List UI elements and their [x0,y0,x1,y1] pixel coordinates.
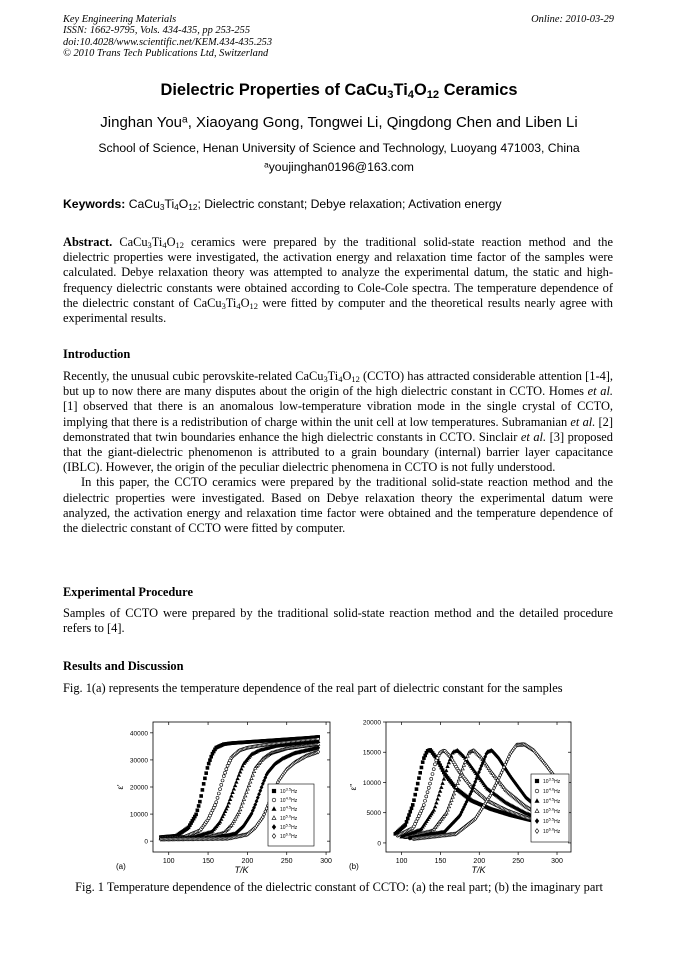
legend-label: $10^{4.5}Hz$ [280,804,298,813]
x-tick-label: 300 [551,858,563,865]
data-point [207,762,210,765]
legend-label: $10^{4.5}Hz$ [543,796,561,805]
issn-line: ISSN: 1662-9795, Vols. 434-435, pp 253-255 [63,25,251,37]
data-point [406,817,409,820]
data-point [235,780,238,783]
data-point [420,766,423,769]
legend-marker [272,789,276,793]
data-point [250,777,253,780]
x-tick-label: 100 [162,858,175,865]
copyright-line: © 2010 Trans Tech Publications Ltd, Switzerland [63,48,269,60]
results-heading: Results and Discussion [63,659,184,673]
data-point [195,813,198,816]
data-point [457,778,460,781]
legend-label: $10^{6.0}Hz$ [280,831,298,840]
y-tick-label: 30000 [129,757,148,765]
data-point [437,793,440,796]
data-point [411,803,414,806]
data-point [405,820,408,823]
data-point [415,788,418,791]
data-point [222,775,225,778]
legend-label: $10^{3.5}Hz$ [280,786,298,795]
y-tick-label: 40000 [129,730,148,738]
doi-line: doi:10.4028/www.scientific.net/KEM.434-435.253 [63,36,273,48]
x-axis-label: T/K [471,865,486,875]
data-point [219,788,222,791]
abstract: Abstract. $CaCu_3Ti_4O_{12}$ ceramics were prepared by the traditional solid-state reaction method and the dielectric properties were investigated, the activation energy and relaxation time factor of the samples were calculated. Debye relaxation theory was attempted to analyze the experimental datum, the static and high-frequency dielectric constants were obtained according to Cole-Cole spectra. The temperature dependence of the dielectric constant of $CaCu_3Ti_4O_{12}$ were fitted by computer and the theoretical results nearly agree with experimental results. [63,235,613,326]
data-point [196,809,199,812]
data-point [224,771,227,774]
data-point [244,794,247,797]
data-point [245,791,248,794]
data-point [428,782,431,785]
data-point [232,787,235,790]
data-point [441,782,444,785]
panel-label: (b) [349,862,359,871]
data-point [236,777,239,780]
x-tick-label: 150 [434,858,447,865]
data-point [438,789,441,792]
legend-label: $10^{3.5}Hz$ [543,776,561,785]
x-tick-label: 100 [395,858,408,865]
data-point [225,768,228,771]
x-tick-label: 200 [473,858,486,865]
data-point [426,791,429,794]
data-point [226,804,229,807]
figure-1b-chart [346,716,582,876]
data-point [451,795,454,798]
data-point [206,766,209,769]
data-point [249,780,252,783]
data-point [242,797,245,800]
data-point [240,804,243,807]
data-point [449,802,452,805]
data-point [197,804,200,807]
data-point [452,792,455,795]
y-tick-label: 0 [144,838,148,846]
legend [531,774,569,842]
introduction-body [63,369,613,536]
data-point [466,754,469,757]
data-point [422,804,425,807]
data-point [221,779,224,782]
legend-label: $10^{5.0}Hz$ [280,813,298,822]
data-point [201,788,204,791]
data-point [432,808,435,811]
data-point [410,807,413,810]
data-point [421,807,424,810]
keywords: Keywords: $CaCu_3Ti_4O_{12}$; Dielectric constant; Debye relaxation; Activation energy [63,197,502,213]
data-point [416,782,419,785]
y-tick-label: 0 [377,840,381,848]
x-axis-label: T/K [234,865,249,875]
x-tick-label: 300 [320,858,332,865]
y-tick-label: 10000 [129,811,148,819]
running-header [63,14,272,60]
data-point [440,786,443,789]
data-point [252,770,255,773]
legend-label: $10^{4.0}Hz$ [543,786,561,795]
intro-paragraph-2: In this paper, the CCTO ceramics were prepared by the traditional solid-state reaction method and the dielectric properties were investigated. Based on Debye relaxation theory the experimental datum were analyzed, the activation energy and relaxation time factor were obtained and the temperature dependence of the dielectric constant of CCTO were fitted by computer. [63,475,613,536]
data-point [216,796,219,799]
data-point [424,799,427,802]
x-tick-label: 250 [512,858,524,865]
experimental-body: Samples of CCTO were prepared by the traditional solid-state reaction method and the detailed procedure refers to [4]. [63,606,613,636]
legend-marker [535,779,539,783]
affiliation: School of Science, Henan University of Science and Technology, Luoyang 471003, China [98,141,580,155]
data-point [412,799,415,802]
data-point [246,787,249,790]
data-point [447,805,450,808]
data-point [432,768,435,771]
y-tick-label: 20000 [362,719,381,727]
author-email: $^a$youjinghan0196@163.com [264,159,414,174]
data-point [433,805,436,808]
data-point [240,767,243,770]
data-point [445,769,448,772]
y-axis-label: ε' [116,784,125,790]
data-point [450,798,453,801]
data-point [419,771,422,774]
data-point [231,791,234,794]
panel-label: (a) [116,862,126,871]
data-point [462,763,465,766]
journal-name: Key Engineering Materials [63,14,177,25]
legend-label: $10^{5.5}Hz$ [543,816,561,825]
data-point [435,801,438,804]
data-point [215,801,218,804]
data-point [198,800,201,803]
data-point [202,782,205,785]
data-point [213,804,216,807]
data-point [233,784,236,787]
legend-label: $10^{5.5}Hz$ [280,822,298,831]
legend-label: $10^{5.0}Hz$ [543,806,561,815]
data-point [208,759,211,762]
y-axis-label: ε'' [349,783,358,791]
experimental-heading: Experimental Procedure [63,585,193,599]
data-point [203,777,206,780]
legend-label: $10^{6.0}Hz$ [543,826,561,835]
data-point [408,814,411,817]
online-date: Online: 2010-03-29 [531,14,614,25]
introduction-heading: Introduction [63,347,131,361]
data-point [430,777,433,780]
data-point [217,792,220,795]
y-tick-label: 15000 [362,749,381,757]
y-tick-label: 5000 [366,810,381,818]
data-point [433,763,436,766]
intro-paragraph-1: Recently, the unusual cubic perovskite-related $CaCu_3Ti_4O_{12}$ (CCTO) has attracted considerable attention [1-4], but up to now there are many disputes about the origin of the high dielectric constant in CCTO. Homes et al. [1] observed that there is an anomalous low-temperature vibration mode in the single crystal of CCTO, implying that there is a redistribution of charge within the unit cell at low temperatures. Subramanian et al. [2] demonstrated that twin boundaries enhance the high dielectric constants in CCTO. Sinclair et al. [3] proposed that the giant-dielectric phenomenon is attributed to a grain boundary (internal) barrier layer capacitance (IBLC). However, the origin of the peculiar dielectric phenomena in CCTO is not fully understood. [63,369,614,475]
results-body: Fig. 1(a) represents the temperature dependence of the real part of dielectric constant for the samples [63,681,563,695]
data-point [228,798,231,801]
data-point [447,761,450,764]
data-point [220,783,223,786]
data-point [436,797,439,800]
y-tick-label: 10000 [362,779,381,787]
data-point [421,761,424,764]
paper-title: Dielectric Properties of $CaCu_3Ti_4O_{12}$ Ceramics [160,81,518,101]
legend-marker [535,789,539,793]
data-point [241,801,244,804]
x-tick-label: 150 [202,858,214,865]
data-point [445,811,448,814]
x-tick-label: 200 [241,858,254,865]
y-tick-label: 20000 [129,784,148,792]
figure-caption: Fig. 1 Temperature dependence of the dielectric constant of CCTO: (a) the real part; (b) the imaginary part [75,880,603,894]
data-point [251,773,254,776]
data-point [461,767,464,770]
data-point [446,765,449,768]
data-point [210,755,213,758]
data-point [425,795,428,798]
data-point [237,773,240,776]
data-point [239,770,242,773]
x-tick-label: 250 [280,858,293,865]
data-point [427,786,430,789]
data-point [227,801,230,804]
data-point [446,808,449,811]
data-point [200,794,203,797]
data-point [414,793,417,796]
data-point [205,772,208,775]
legend-label: $10^{4.0}Hz$ [280,795,298,804]
legend [268,784,314,846]
data-point [247,784,250,787]
data-point [230,794,233,797]
data-point [417,777,420,780]
legend-marker [272,798,276,802]
data-point [239,808,242,811]
author-list: Jinghan You$^a$, Xiaoyang Gong, Tongwei Li, Qingdong Chen and Liben Li [100,114,578,131]
data-point [431,773,434,776]
data-point [404,823,407,826]
data-point [409,810,412,813]
data-point [456,782,459,785]
figure-1a-chart [108,716,340,876]
